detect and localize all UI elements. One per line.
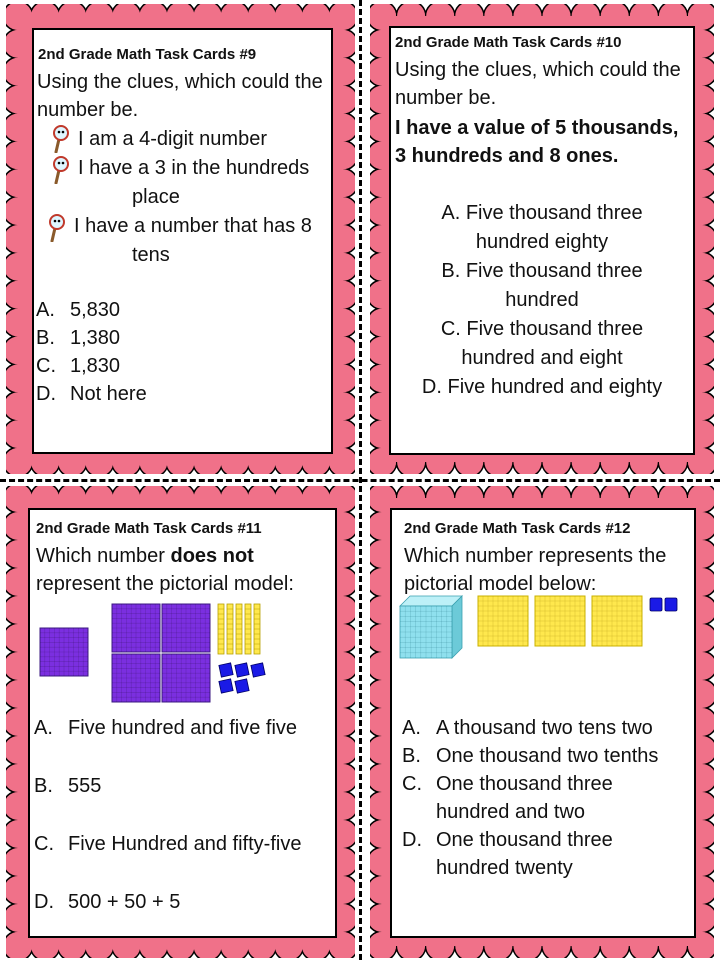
- option-a[interactable]: A. 5,830: [36, 299, 121, 321]
- ten-rod: [218, 604, 224, 654]
- hundred-flat: [112, 654, 160, 702]
- magnifier-icon: [48, 214, 66, 242]
- card-title: 2nd Grade Math Task Cards #9: [38, 46, 257, 63]
- clue-text: I have a value of 5 thousands, 3 hundreds and 8 ones.: [395, 117, 679, 167]
- option-a[interactable]: A. A thousand two tens two: [402, 717, 653, 739]
- card-title: 2nd Grade Math Task Cards #10: [395, 34, 622, 51]
- thousand-cube: [400, 596, 462, 658]
- answer-options: [36, 296, 147, 408]
- option-d[interactable]: D. One thousand three hundred twenty: [402, 829, 613, 879]
- clue-1: I am a 4-digit number: [52, 125, 333, 153]
- hundred-flat: [478, 596, 528, 646]
- horizontal-cut-line: [0, 479, 720, 482]
- card-title: 2nd Grade Math Task Cards #11: [36, 520, 262, 537]
- option-b[interactable]: B. Five thousand three hundred: [441, 260, 643, 311]
- clue-3-cont: tens: [132, 244, 170, 266]
- magnifier-icon: [52, 125, 70, 153]
- one-cube: [219, 663, 233, 677]
- option-d[interactable]: D. Not here: [36, 383, 147, 405]
- card-content: [390, 508, 696, 938]
- option-c[interactable]: C. Five Hundred and fifty-five: [34, 833, 302, 855]
- task-card-10: [370, 4, 714, 474]
- task-card-11: [6, 486, 355, 958]
- ten-rod: [227, 604, 233, 654]
- task-card-12: [370, 486, 714, 958]
- base-ten-model: [398, 594, 694, 664]
- one-cube: [235, 663, 249, 677]
- ten-rod: [254, 604, 260, 654]
- magnifier-icon: [52, 156, 70, 184]
- clue-3: I have a number that has 8: [48, 212, 333, 240]
- option-d[interactable]: D. 500 + 50 + 5: [34, 891, 181, 913]
- task-card-9: [6, 4, 355, 474]
- option-c[interactable]: C. One thousand three hundred and two: [402, 773, 613, 823]
- hundred-flat: [162, 604, 210, 652]
- clue-2-cont: place: [132, 186, 180, 208]
- option-b[interactable]: B. 555: [34, 775, 102, 797]
- answer-options: [391, 199, 693, 402]
- question-text: Which number does not represent the pictorial model:: [36, 545, 294, 595]
- option-a[interactable]: A. Five thousand three hundred eighty: [441, 202, 643, 253]
- base-ten-model: [38, 602, 298, 706]
- one-cube: [235, 679, 249, 693]
- one-cube: [665, 598, 677, 611]
- hundred-flat: [592, 596, 642, 646]
- answer-options: [34, 714, 301, 918]
- hundred-flat: [535, 596, 585, 646]
- option-d[interactable]: D. Five hundred and eighty: [421, 376, 663, 398]
- ten-rod: [236, 604, 242, 654]
- question-text: Using the clues, which could the number be.: [395, 59, 681, 109]
- one-cube: [650, 598, 662, 611]
- ten-rod: [245, 604, 251, 654]
- hundred-flat: [40, 628, 88, 676]
- card-content: [28, 508, 337, 938]
- clue-2: I have a 3 in the hundreds: [52, 154, 333, 182]
- option-b[interactable]: B. 1,380: [36, 327, 121, 349]
- question-text: Using the clues, which could the number be.: [37, 71, 323, 121]
- question-text: Which number represents the pictorial model below:: [404, 545, 667, 595]
- one-cube: [219, 679, 233, 693]
- one-cube: [251, 663, 265, 677]
- option-c[interactable]: C. Five thousand three hundred and eight: [440, 318, 644, 369]
- hundred-flat: [112, 604, 160, 652]
- hundred-flat: [162, 654, 210, 702]
- option-c[interactable]: C. 1,830: [36, 355, 121, 377]
- card-content: [32, 28, 333, 454]
- card-content: [389, 26, 695, 455]
- option-b[interactable]: B. One thousand two tenths: [402, 745, 659, 767]
- answer-options: [402, 714, 694, 882]
- card-title: 2nd Grade Math Task Cards #12: [404, 520, 631, 537]
- option-a[interactable]: A. Five hundred and five five: [34, 717, 298, 739]
